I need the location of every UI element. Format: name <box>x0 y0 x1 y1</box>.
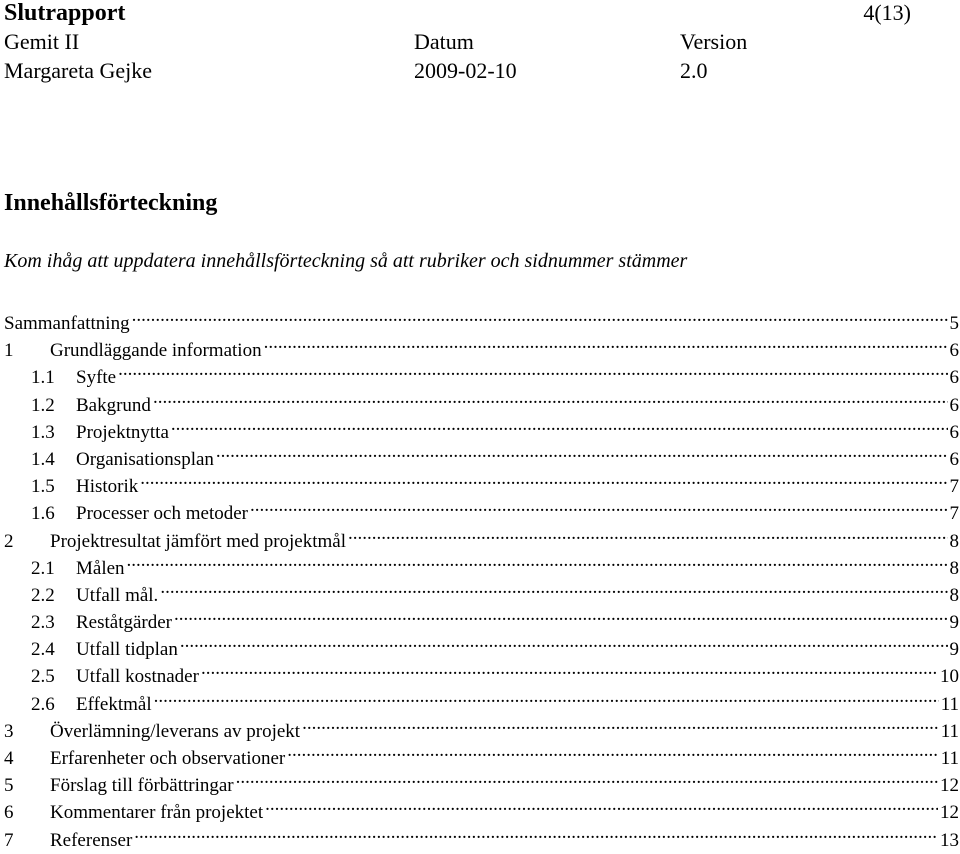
toc-entry-page: 8 <box>949 530 959 552</box>
toc-entry-label: Reståtgärder <box>76 612 173 634</box>
toc-dot-leader <box>201 655 938 682</box>
toc-heading: Innehållsförteckning <box>4 190 218 216</box>
toc-dot-leader <box>236 764 938 791</box>
date-value: 2009-02-10 <box>414 58 517 83</box>
toc-entry-label: Organisationsplan <box>76 448 214 470</box>
toc-entry[interactable] <box>4 329 959 362</box>
toc-entry-page: 11 <box>940 693 959 715</box>
toc-entry-page: 6 <box>949 367 959 389</box>
toc-entry-number: 1.6 <box>31 503 55 525</box>
toc-entry-label: Överlämning/leverans av projekt <box>50 720 301 742</box>
toc-entry-page: 6 <box>949 448 959 470</box>
toc-entry-number: 6 <box>4 802 14 824</box>
toc-entry-page: 11 <box>940 720 959 742</box>
toc-entry-page: 9 <box>949 612 959 634</box>
toc-entry-label: Erfarenheter och observationer <box>50 748 286 769</box>
toc-entry-page: 7 <box>949 503 959 525</box>
toc-entry-label: Effektmål <box>76 693 152 715</box>
toc-entry-page: 9 <box>949 639 959 661</box>
toc-dot-leader <box>154 683 939 710</box>
toc-dot-leader <box>174 601 947 628</box>
toc-dot-leader <box>171 411 948 438</box>
toc-entry-number: 1.4 <box>31 448 55 470</box>
header-row-title <box>4 0 956 29</box>
toc-dot-leader <box>160 574 947 601</box>
toc-dot-leader <box>180 628 948 655</box>
toc-entry-page: 6 <box>949 340 959 362</box>
author-name: Margareta Gejke <box>4 58 153 83</box>
toc-entry-label: Utfall mål. <box>76 584 159 606</box>
toc-entry[interactable] <box>4 819 959 851</box>
toc-entry-number: 2 <box>4 530 14 552</box>
toc-entry-number: 2.5 <box>31 666 55 688</box>
toc-dot-leader <box>134 819 938 846</box>
toc-entry-number: 2.2 <box>31 584 55 606</box>
toc-entry-page: 12 <box>940 802 959 824</box>
date-label: Datum <box>414 29 474 54</box>
toc-dot-leader <box>348 520 947 547</box>
toc-dot-leader <box>140 465 947 492</box>
toc-dot-leader <box>153 384 948 411</box>
toc-entry-number: 4 <box>4 748 14 769</box>
toc-entry-label: Projektnytta <box>76 421 169 443</box>
toc-entry-label: Utfall tidplan <box>76 639 178 661</box>
toc-entry-number: 1.1 <box>31 367 55 389</box>
toc-entry-page: 10 <box>940 666 959 688</box>
toc-entry-number: 1 <box>4 340 14 362</box>
project-name: Gemit II <box>4 29 80 54</box>
page-indicator: 4(13) <box>863 0 911 25</box>
toc-dot-leader <box>250 492 948 519</box>
toc-entry-label: Utfall kostnader <box>76 666 199 688</box>
toc-list <box>4 302 959 851</box>
toc-entry-number: 7 <box>4 829 14 851</box>
toc-dot-leader <box>287 737 938 764</box>
toc-entry-label: Bakgrund <box>76 394 151 416</box>
toc-dot-leader <box>216 438 948 465</box>
toc-entry-page: 8 <box>949 584 959 606</box>
toc-entry-label: Processer och metoder <box>76 503 248 525</box>
toc-entry[interactable] <box>4 356 959 389</box>
toc-entry-label: Grundläggande information <box>50 340 262 362</box>
version-label: Version <box>680 29 748 54</box>
toc-dot-leader <box>127 547 948 574</box>
toc-entry-number: 5 <box>4 775 14 797</box>
toc-entry-number: 1.2 <box>31 394 55 416</box>
toc-entry[interactable] <box>4 302 959 334</box>
header-row-values <box>4 58 956 87</box>
toc-dot-leader <box>265 791 938 818</box>
toc-dot-leader <box>302 710 939 737</box>
toc-entry-label: Kommentarer från projektet <box>50 802 264 824</box>
toc-entry-number: 1.5 <box>31 476 55 498</box>
toc-dot-leader <box>264 329 948 356</box>
header-row-labels <box>4 29 956 58</box>
toc-entry[interactable] <box>4 547 959 579</box>
document-title: Slutrapport <box>4 0 126 26</box>
toc-entry-label: Syfte <box>76 367 117 389</box>
toc-entry[interactable] <box>4 465 959 498</box>
toc-entry[interactable] <box>4 574 959 606</box>
toc-entry-number: 2.4 <box>31 639 55 661</box>
toc-entry-page: 8 <box>949 557 959 579</box>
toc-entry-label: Sammanfattning <box>4 313 130 334</box>
toc-entry-label: Historik <box>76 476 139 498</box>
toc-entry-number: 3 <box>4 720 14 742</box>
toc-note: Kom ihåg att uppdatera innehållsförteckning så att rubriker och sidnummer stämmer <box>4 250 688 272</box>
toc-entry-page: 11 <box>940 748 959 769</box>
toc-dot-leader <box>118 356 947 383</box>
toc-entry-page: 5 <box>949 313 959 334</box>
toc-entry-page: 6 <box>949 421 959 443</box>
toc-entry-page: 13 <box>940 829 959 851</box>
toc-entry-number: 2.3 <box>31 612 55 634</box>
toc-entry-label: Målen <box>76 557 125 579</box>
document-header <box>4 0 956 87</box>
version-value: 2.0 <box>680 58 708 83</box>
toc-dot-leader <box>132 302 948 329</box>
toc-entry-page: 6 <box>949 394 959 416</box>
toc-entry-page: 12 <box>940 775 959 797</box>
toc-entry-page: 7 <box>949 476 959 498</box>
toc-entry-number: 1.3 <box>31 421 55 443</box>
toc-entry[interactable] <box>4 384 959 416</box>
toc-entry-number: 2.1 <box>31 557 55 579</box>
toc-entry[interactable] <box>4 492 959 525</box>
toc-entry-label: Referenser <box>50 829 133 851</box>
toc-entry-number: 2.6 <box>31 693 55 715</box>
toc-entry-label: Förslag till förbättringar <box>50 775 234 797</box>
toc-entry-label: Projektresultat jämfört med projektmål <box>50 530 347 552</box>
